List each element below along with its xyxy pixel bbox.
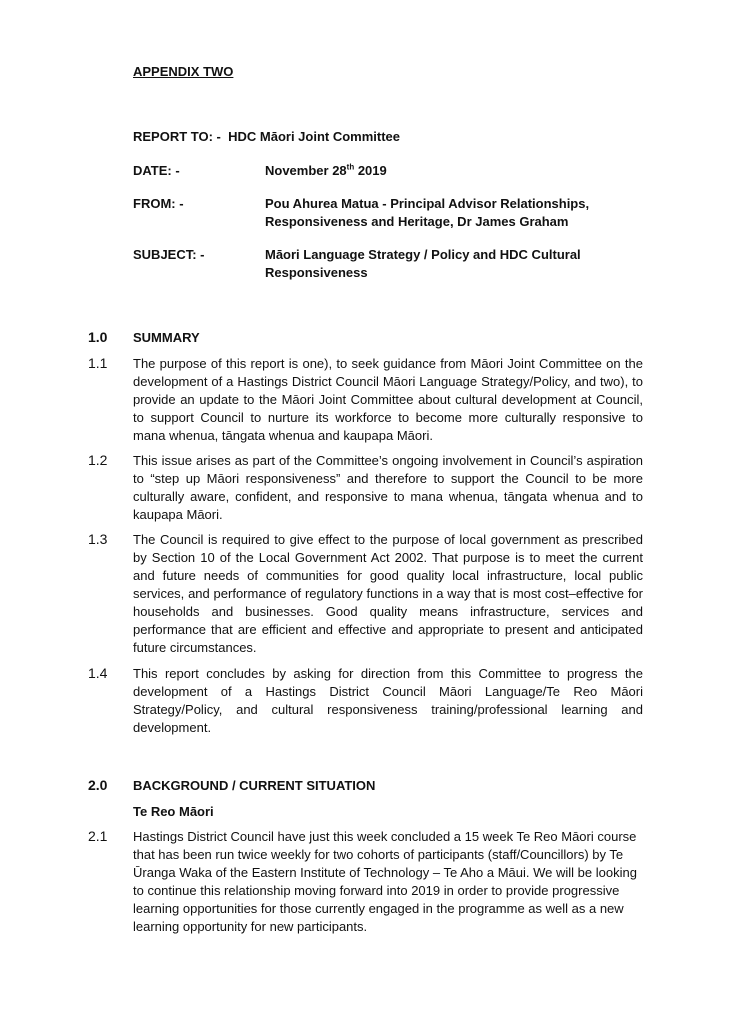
report-to-line [133, 129, 400, 144]
appendix-heading: APPENDIX TWO [133, 64, 234, 79]
from-label: FROM: - [133, 196, 184, 211]
paragraph-1-4: This report concludes by asking for direction from this Committee to progress the development of a Hastings District Council Māori Language/Te Reo Māori Strategy/Policy, and cultural responsiveness training/professional learning and development. [133, 666, 643, 735]
paragraph-1-1: The purpose of this report is one), to seek guidance from Māori Joint Committee on the development of a Hastings District Council Māori Language Strategy/Policy, and two), to provide an update to the Māori Joint Committee about cultural development at Council, to support Council to nurture its workforce to become more culturally responsive to mana whenua, tāngata whenua and kaupapa Māori. [133, 356, 643, 443]
section-2-title: BACKGROUND / CURRENT SITUATION [133, 778, 376, 793]
subject-label: SUBJECT: - [133, 247, 205, 262]
paragraph-number: 1.3 [88, 531, 108, 547]
paragraph-1-2: This issue arises as part of the Committee’s ongoing involvement in Council’s aspiration to “step up Māori responsiveness” and therefore to support the Council to be more culturally aware, confident, and responsive to mana whenua, tāngata whenua and to kaupapa Māori. [133, 453, 643, 522]
report-to-value: HDC Māori Joint Committee [228, 129, 401, 144]
section-2-number: 2.0 [88, 777, 108, 793]
paragraph-number: 1.4 [88, 665, 108, 681]
paragraph-number: 1.2 [88, 452, 108, 468]
report-to-label: REPORT TO: - [133, 129, 221, 144]
section-2-subheading: Te Reo Māori [133, 804, 214, 819]
paragraph-number: 1.1 [88, 355, 108, 371]
date-label: DATE: - [133, 163, 180, 178]
date-value: November 28th 2019 [265, 162, 387, 178]
subject-value: Māori Language Strategy / Policy and HDC Cultural Responsiveness [265, 247, 581, 280]
section-1-number: 1.0 [88, 329, 108, 345]
paragraph-2-1: Hastings District Council have just this week concluded a 15 week Te Reo Māori course that has been run twice weekly for two cohorts of participants (staff/Councillors) by Te Ūranga Waka of the Eastern Institute of Technology – Te Aho a Māui. We will be looking to continue this relationship moving forward into 2019 in order to provide progressive learning opportunities for those currently engaged in the programme as well as a new learning opportunity for new participants. [133, 829, 637, 934]
paragraph-1-3: The Council is required to give effect to the purpose of local government as prescribed by Section 10 of the Local Government Act 2002. That purpose is to meet the current and future needs of communities for good quality local infrastructure, local public services, and performance of regulatory functions in a way that is most cost–effective for households and businesses. Good quality means infrastructure, services and performance that are efficient and effective and appropriate to present and anticipated future circumstances. [133, 532, 643, 655]
from-value: Pou Ahurea Matua - Principal Advisor Relationships, Responsiveness and Heritage, Dr James Graham [265, 196, 590, 229]
paragraph-number: 2.1 [88, 828, 108, 844]
section-1-title: SUMMARY [133, 330, 200, 345]
